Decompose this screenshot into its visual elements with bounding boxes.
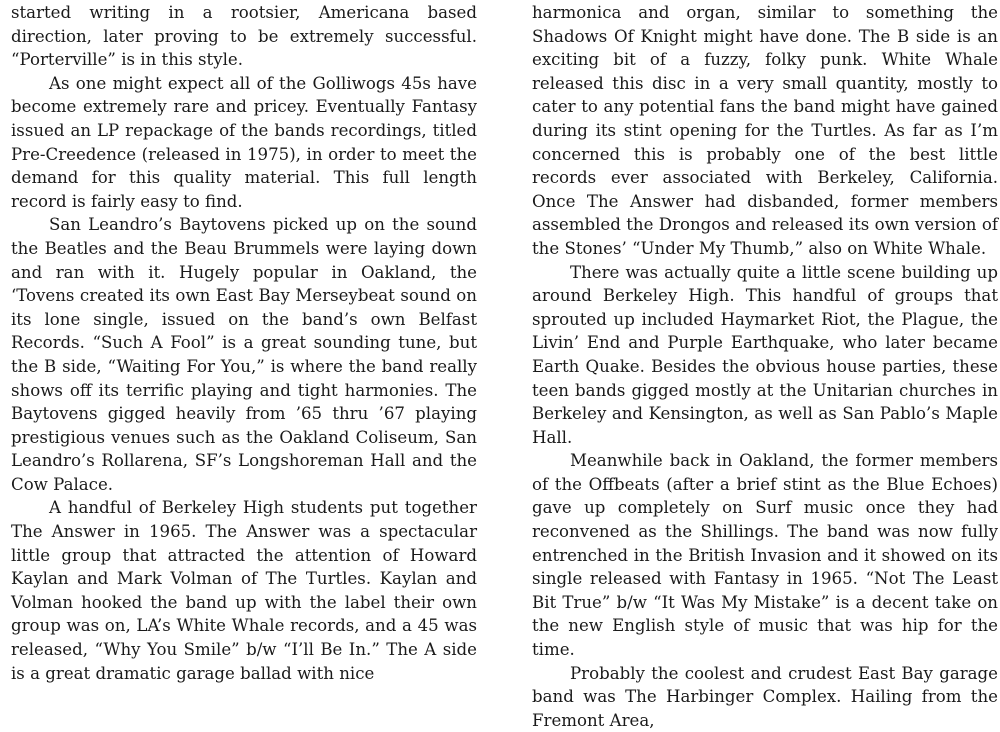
paragraph-white-whale: harmonica and organ, similar to something the Shadows Of Knight might have done. The B side is an exciting bit of a fuzzy, folky punk. White Whale released this disc in a very small quantity, mostly to cater to any potential fans the band might have gained during its stint opening for the Turtles. As far as I’m concerned this is probably one of the best little records ever associated with Berkeley, California. Once The Answer had disbanded, former members assembled the Drongos and released its own version of the Stones’ “Under My Thumb,” also on White Whale. — [532, 3, 998, 258]
left-column — [11, 1, 477, 685]
paragraph-golliwogs: As one might expect all of the Golliwogs 45s have become extremely rare and pricey. Eventually Fantasy issued an LP repackage of the bands recordings, titled Pre-Creedence (released in 1975), in order to meet the demand for this quality material. This full length record is fairly easy to find. — [11, 73, 477, 211]
paragraph-berkeley-high-scene: There was actually quite a little scene building up around Berkeley High. This handful of groups that sprouted up included Haymarket Riot, the Plague, the Livin’ End and Purple Earthquake, who later became Earth Quake. Besides the obvious house parties, these teen bands gigged mostly at the Unitarian churches in Berkeley and Kensington, as well as San Pablo’s Maple Hall. — [532, 262, 998, 447]
paragraph-shillings: Meanwhile back in Oakland, the former members of the Offbeats (after a brief stint as the Blue Echoes) gave up completely on Surf music once they had reconvened as the Shillings. The band was now fully entrenched in the British Invasion and it showed on its single released with Fantasy in 1965. “Not The Least Bit True” b/w “It Was My Mistake” is a decent take on the new English style of music that was hip for the time. — [532, 451, 998, 660]
paragraph-harbinger-complex: Probably the coolest and crudest East Bay garage band was The Harbinger Complex. Hailing from the Fremont Area, — [532, 663, 998, 730]
paragraph-porterville: started writing in a rootsier, Americana based direction, later proving to be extremely successful. “Porterville” is in this style. — [11, 3, 477, 70]
paragraph-the-answer: A handful of Berkeley High students put together The Answer in 1965. The Answer was a spectacular little group that attracted the attention of Howard Kaylan and Mark Volman of The Turtles. Kaylan and Volman hooked the band up with the label their own group was on, LA’s White Whale records, and a 45 was released, “Why You Smile” b/w “I’ll Be In.” The A side is a great dramatic garage ballad with nice — [11, 498, 477, 683]
right-column — [532, 1, 998, 732]
paragraph-baytovens: San Leandro’s Baytovens picked up on the sound the Beatles and the Beau Brummels were laying down and ran with it. Hugely popular in Oakland, the ‘Tovens created its own East Bay Merseybeat sound on its lone single, issued on the band’s own Belfast Records. “Such A Fool” is a great sounding tune, but the B side, “Waiting For You,” is where the band really shows off its terrific playing and tight harmonies. The Baytovens gigged heavily from ’65 thru ’67 playing prestigious venues such as the Oakland Coliseum, San Leandro’s Rollarena, SF’s Longshoreman Hall and the Cow Palace. — [11, 215, 477, 494]
